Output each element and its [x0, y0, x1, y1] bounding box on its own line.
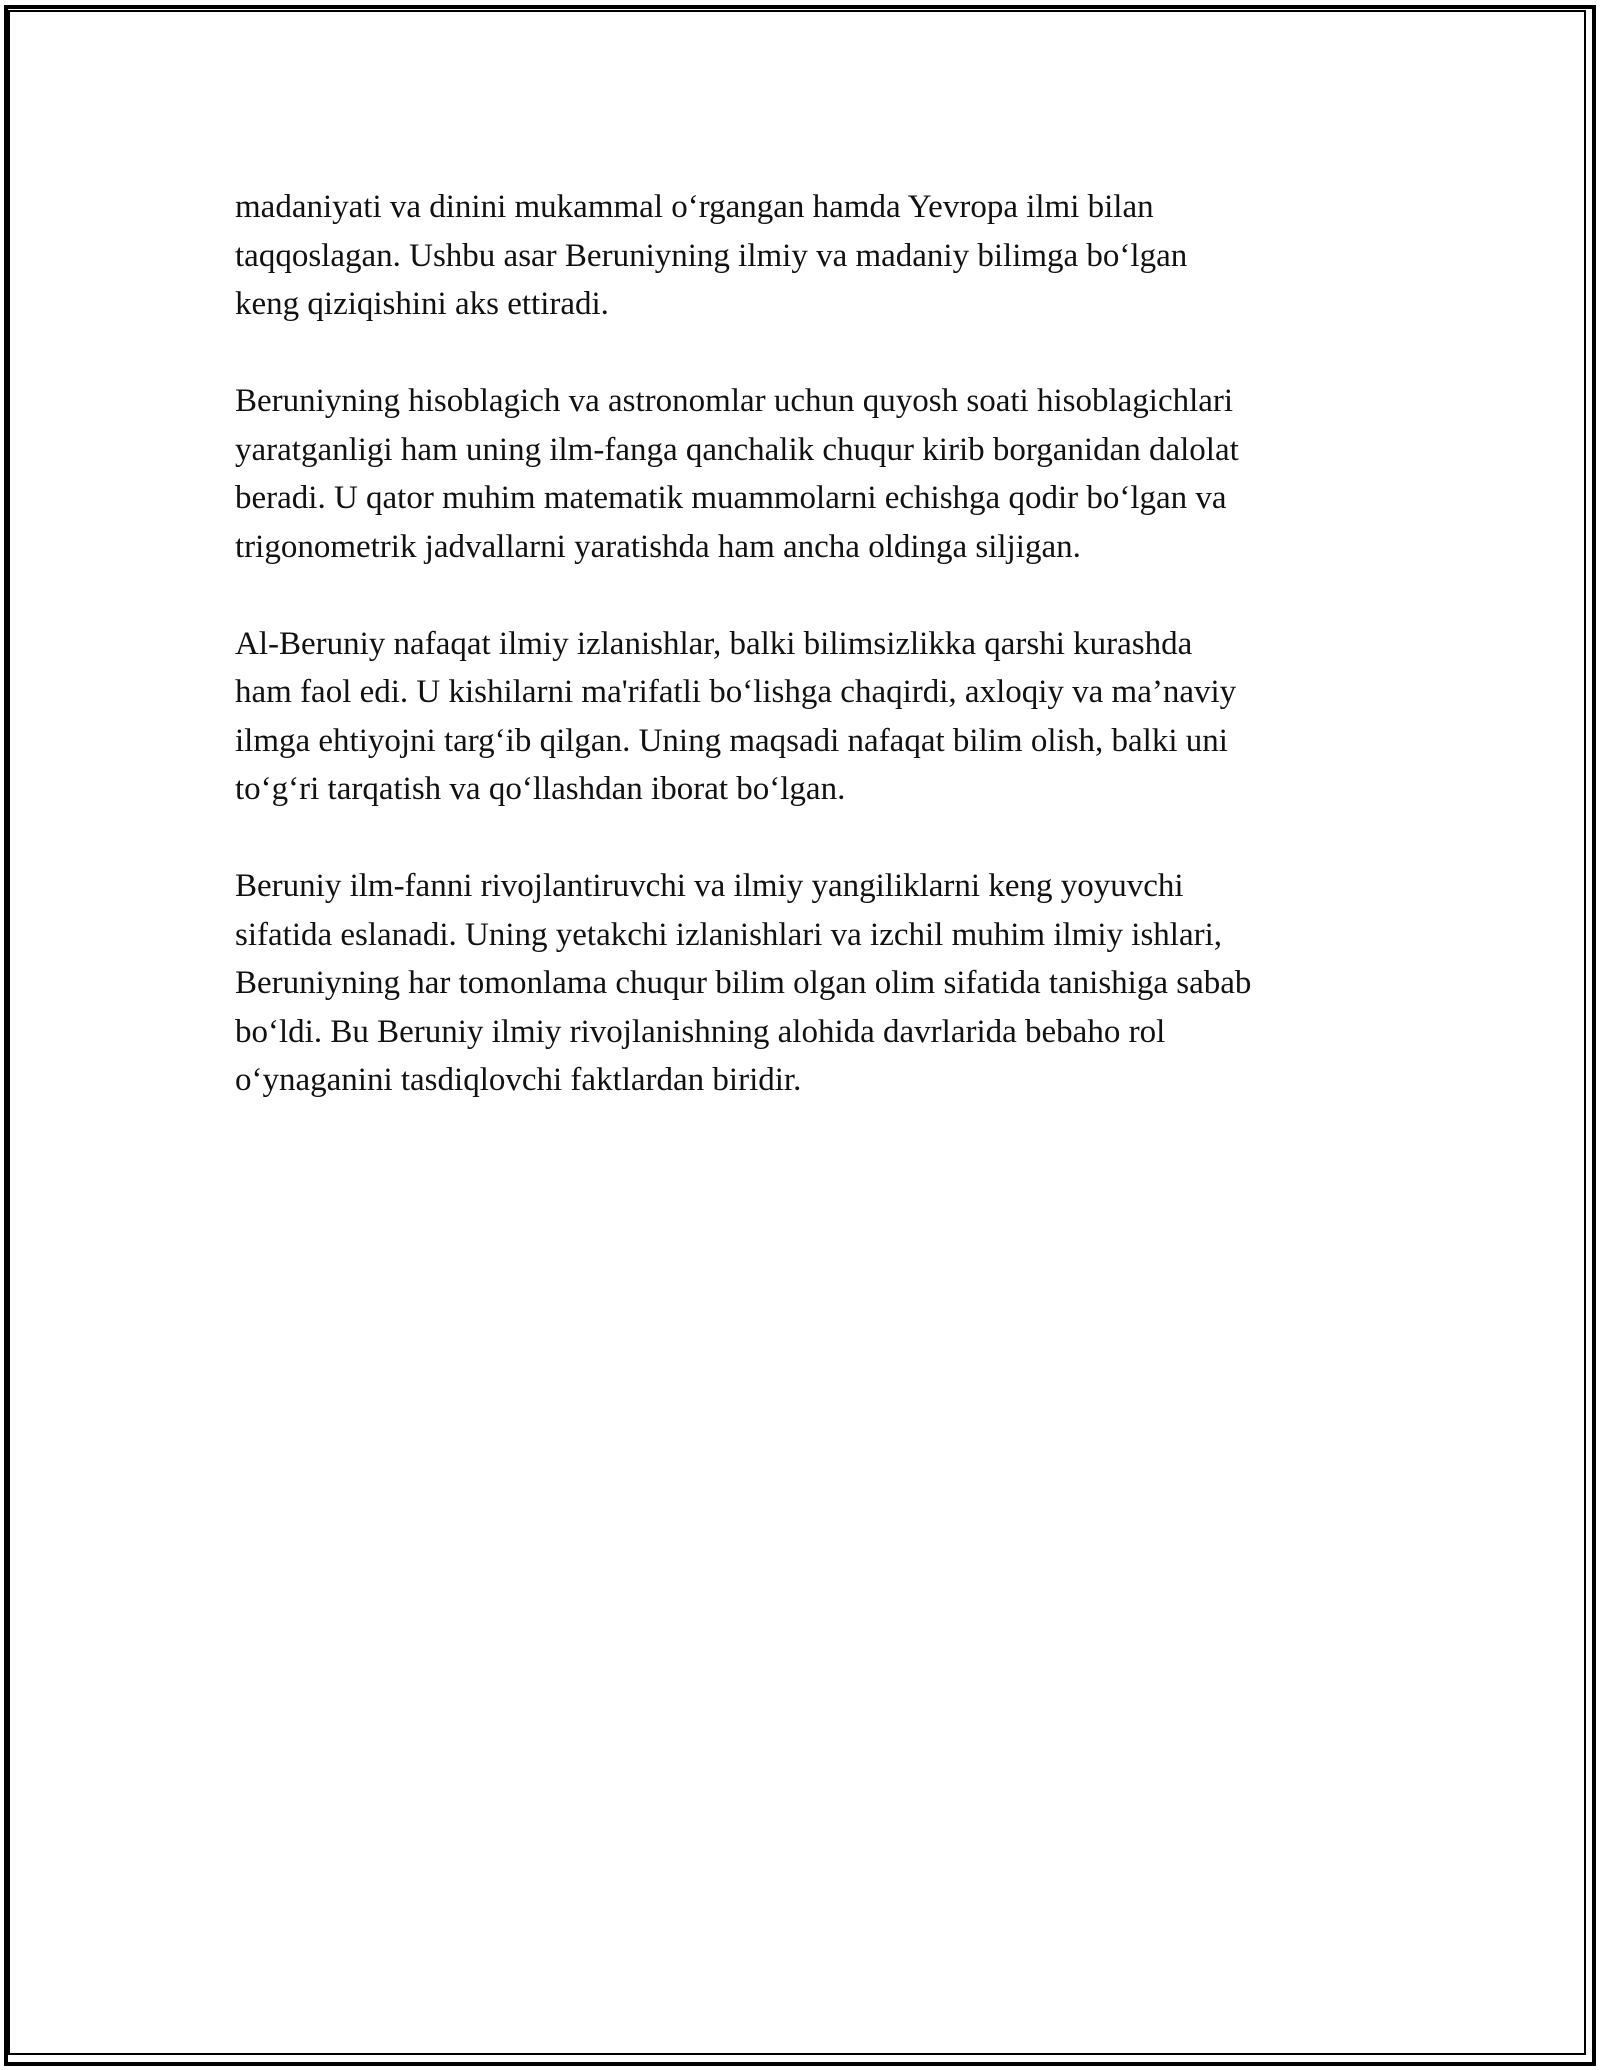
text-line: trigonometrik jadvallarni yaratishda ham ancha oldinga siljigan. [235, 528, 1081, 565]
text-line: madaniyati va dinini mukammal o‘rgangan hamda Yevropa ilmi bilan [235, 189, 1154, 225]
text-line: Beruniyning hisoblagich va astronomlar uchun quyosh soati hisoblagichlari [235, 383, 1234, 419]
text-line: bo‘ldi. Bu Beruniy ilmiy rivojlanishning alohida davrlarida bebaho rol [235, 1013, 1166, 1050]
paragraph-1 [235, 183, 1385, 329]
text-line: to‘g‘ri tarqatish va qo‘llashdan iborat bo‘lgan. [235, 771, 846, 807]
paragraph-2 [235, 377, 1385, 571]
paragraph-3 [235, 620, 1385, 814]
document-body [235, 183, 1385, 1153]
text-line: keng qiziqishini aks ettiradi. [235, 286, 609, 322]
text-line: yaratganligi ham uning ilm-fanga qanchalik chuqur kirib borganidan dalolat [235, 431, 1239, 468]
text-line: ham faol edi. U kishilarni ma'rifatli bo‘lishga chaqirdi, axloqiy va ma’naviy [235, 674, 1237, 710]
text-line: sifatida eslanadi. Uning yetakchi izlanishlari va izchil muhim ilmiy ishlari, [235, 916, 1223, 953]
text-line: beradi. U qator muhim matematik muammolarni echishga qodir bo‘lgan va [235, 480, 1227, 516]
text-line: taqqoslagan. Ushbu asar Beruniyning ilmiy va madaniy bilimga bo‘lgan [235, 237, 1188, 274]
text-line: Al-Beruniy nafaqat ilmiy izlanishlar, balki bilimsizlikka qarshi kurashda [235, 625, 1193, 662]
text-line: Beruniyning har tomonlama chuqur bilim olgan olim sifatida tanishiga sabab [235, 965, 1252, 1001]
text-line: ilmga ehtiyojni targ‘ib qilgan. Uning maqsadi nafaqat bilim olish, balki uni [235, 722, 1228, 759]
paragraph-4 [235, 862, 1385, 1105]
text-line: o‘ynaganini tasdiqlovchi faktlardan biridir. [235, 1062, 802, 1098]
text-line: Beruniy ilm-fanni rivojlantiruvchi va ilmiy yangiliklarni keng yoyuvchi [235, 868, 1184, 904]
